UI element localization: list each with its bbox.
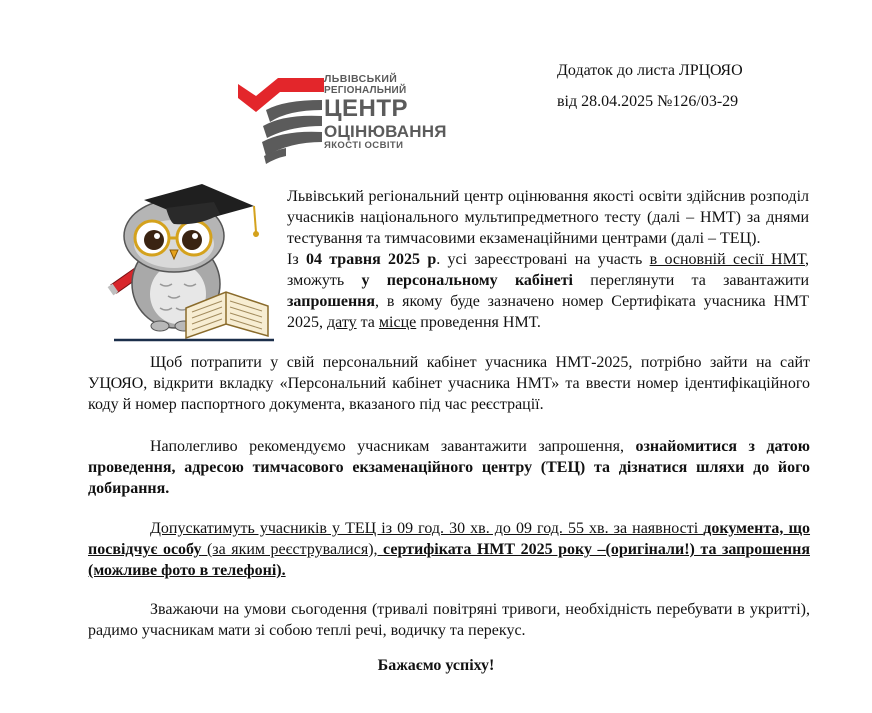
recommendation-paragraph: Наполегливо рекомендуємо учасникам завантажити запрошення, ознайомитися з датою проведення, адресою тимчасового екзаменаційного центру (ТЕЦ) та дізнатися шляхи до його добирання. xyxy=(88,438,810,497)
intro-section xyxy=(287,186,809,333)
addendum-line-1: Додаток до листа ЛРЦОЯО xyxy=(557,62,743,79)
logo-text xyxy=(324,74,447,150)
logo-line-4: ОЦІНЮВАННЯ xyxy=(324,121,447,141)
logo-line-5: ЯКОСТІ ОСВІТИ xyxy=(324,139,404,151)
intro-paragraph-2: Із 04 травня 2025 р. усі зареєстровані на участь в основній сесії НМТ, зможуть у персональному кабінеті переглянути та завантажити запрошення, в якому буде зазначено номер Сертифіката учасника НМТ 2025, дату та місце проведення НМТ. xyxy=(287,251,809,331)
owl-graduate-with-book-icon xyxy=(104,166,276,342)
admission-paragraph: Допускатимуть учасників у ТЕЦ із 09 год. 30 хв. до 09 год. 55 хв. за наявності документа, що посвідчує особу (за яким реєструвалися), сертифіката НМТ 2025 року –(оригінали!) та запрошення (можливе фото в телефоні). xyxy=(88,520,811,579)
cabinet-access-paragraph: Щоб потрапити у свій персональний кабінет учасника НМТ-2025, потрібно зайти на сайт УЦОЯО, відкрити вкладку «Персональний кабінет учасника НМТ» та ввести номер ідентифікаційного коду й номер паспортного документа, вказаного під час реєстрації. xyxy=(88,354,810,413)
logo-mark-icon xyxy=(236,70,326,165)
intro-paragraph-1: Львівський регіональний центр оцінювання якості освіти здійснив розподіл учасників національного мультипредметного тесту (далі – НМТ) за днями тестування та тимчасовими екзаменаційними центрами (далі – ТЕЦ). xyxy=(287,188,809,247)
conditions-paragraph: Зважаючи на умови сьогодення (тривалі повітряні тривоги, необхідність перебувати в укритті), радимо учасникам мати зі собою теплі речі, водичку та перекус. xyxy=(88,601,810,639)
lrcoyao-logo xyxy=(236,70,447,165)
logo-line-1: ЛЬВІВСЬКИЙ xyxy=(324,73,398,85)
logo-line-2: РЕГІОНАЛЬНИЙ xyxy=(324,84,407,96)
addendum-reference xyxy=(557,55,743,117)
closing-wish: Бажаємо успіху! xyxy=(377,657,495,674)
logo-line-3: ЦЕНТР xyxy=(324,94,409,122)
addendum-line-2: від 28.04.2025 №126/03-29 xyxy=(557,93,739,110)
